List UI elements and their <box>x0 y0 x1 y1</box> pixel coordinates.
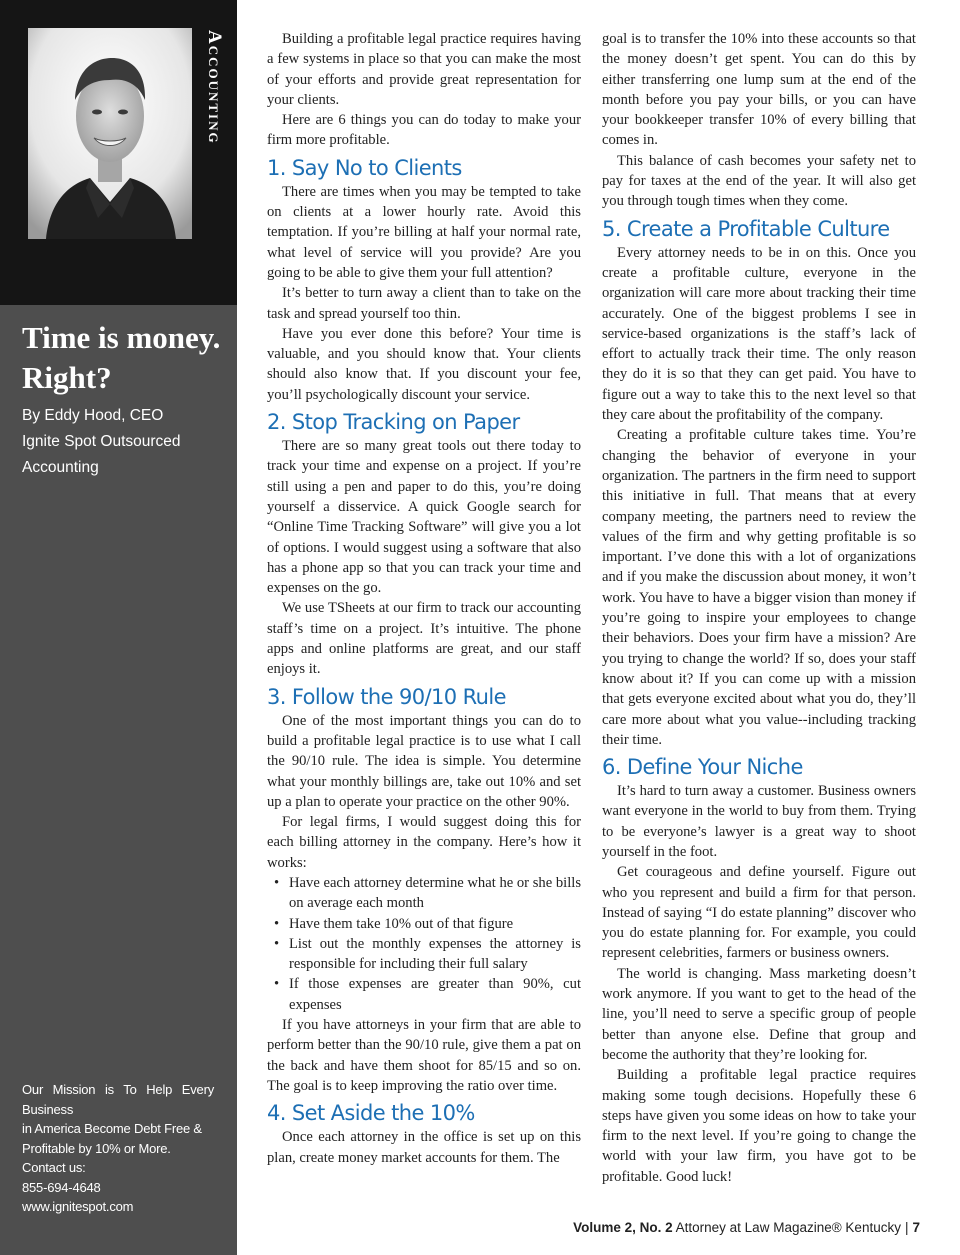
footer-magazine: Attorney at Law Magazine® Kentucky <box>675 1220 901 1235</box>
section-1-paragraph-1: There are times when you may be tempted to take on clients at a lower hourly rate. Avoid this temptation. If you’re billing at half your normal rate, what level of service will you provide? Are you going to be able to give them your full attention? <box>267 183 581 281</box>
section-3-paragraph-3: If you have attorneys in your firm that are able to perform better than the 90/10 rule, give them a pat on the back and have them shoot for 85/15 and so on. The goal is to keep improving the ratio over time. <box>267 1017 581 1094</box>
section-1-paragraph-3: Have you ever done this before? Your time is valuable, and you should know that. Your clients should also know that. If you discount your fee, you’ll psychologically discount your service. <box>267 325 581 403</box>
list-item: • Have each attorney determine what he or she bills on average each month <box>289 873 581 914</box>
contact-phone[interactable]: 855-694-4648 <box>22 1179 101 1195</box>
section-6-paragraph-3: The world is changing. Mass marketing doesn’t work anymore. If you want to get to the head of the line, you’ll need to serve a specific group of people better than anyone else. Define that group and become the authority that they’re looking for. <box>602 965 916 1063</box>
section-3-paragraph-1: One of the most important things you can do to build a profitable legal practice is to use what I call the 90/10 rule. The idea is simple. You determine what your monthly billings are, take out 10% and set up a plan to operate your practice on the other 90%. <box>267 712 581 810</box>
section-6-paragraph-1: It’s hard to turn away a customer. Business owners want everyone in the world to buy from them. Trying to be everyone’s lawyer is a great way to shoot yourself in the foot. <box>602 783 916 860</box>
mission-line-2: in America Become Debt Free & <box>22 1121 202 1136</box>
page-number: 7 <box>912 1220 920 1235</box>
author-photo-panel <box>0 0 237 305</box>
byline <box>22 403 227 481</box>
byline-author: By Eddy Hood, CEO <box>22 407 164 424</box>
byline-company-line-2: Accounting <box>22 459 99 476</box>
mission-statement <box>22 1080 214 1217</box>
section-2-paragraph-2: We use TSheets at our firm to track our accounting staff’s time on a project. It’s intuitive. The phone apps and online platforms are great, and our staff enjoys it. <box>267 600 581 678</box>
section-label-text: Accounting <box>204 30 225 145</box>
list-item: • Have them take 10% out of that figure <box>289 914 581 934</box>
mission-line-3: Profitable by 10% or More. <box>22 1140 171 1156</box>
byline-company-line-1: Ignite Spot Outsourced <box>22 433 181 450</box>
section-heading-3: 3. Follow the 90/10 Rule <box>267 684 506 709</box>
section-6-paragraph-4: Building a profitable legal practice requires making some tough decisions. Hopefully these 6 steps have given you some ideas on how to take your firm to the next level. If you’re going to change the world with your law firm, you have got to be profitable. Good luck! <box>602 1067 916 1185</box>
section-label <box>205 30 227 180</box>
section-heading-4: 4. Set Aside the 10% <box>267 1101 475 1126</box>
intro-paragraph-2: Here are 6 things you can do today to make your firm more profitable. <box>267 112 581 149</box>
section-5-paragraph-1: Every attorney needs to be in on this. Once you create a profitable culture, everyone in the organization will care more about tracking their time accurately. One of the biggest problems I see in service-based organizations is the staff’s lack of effort to actually track their time. The only reason they do it is so that they can get paid. You have to figure out a way to take this to the next level so that they care about the profitability of the company. <box>602 244 916 424</box>
section-4-paragraph-1-continued: goal is to transfer the 10% into these accounts so that the money doesn’t get spent. You can do this by either transferring one lump sum at the end of the month before you pay your bills, or you can have your bookkeeper transfer 10% of every billing that comes in. <box>602 31 916 149</box>
section-2-paragraph-1: There are so many great tools out there today to track your time and expense on a project. If you’re still using a pen and paper to do this, you’re doing yourself a disservice. A quick Google search for “Online Time Tracking Software” will give you a lot of options. I would suggest using a software that also has a phone app so that you can track your time and expenses on the go. <box>267 438 581 597</box>
footer-separator: | <box>904 1220 909 1235</box>
list-item: • If those expenses are greater than 90%, cut expenses <box>289 974 581 1015</box>
article-column-2 <box>602 29 916 1187</box>
section-4-paragraph-2: This balance of cash becomes your safety net to pay for taxes at the end of the year. It will also get you through tough times when they come. <box>602 152 916 210</box>
mission-line-1: Our Mission is To Help Every Business <box>22 1082 214 1117</box>
section-heading-6: 6. Define Your Niche <box>602 755 803 780</box>
section-6-paragraph-2: Get courageous and define yourself. Figure out who you represent and build a firm for that person. Instead of saying “I do estate planning” discover who you do estate planning for. For example, you could represent celebrities, farmers or business owners. <box>602 864 916 962</box>
section-4-paragraph-1: Once each attorney in the office is set up on this plan, create money market accounts for them. The <box>267 1129 581 1166</box>
contact-website[interactable]: www.ignitespot.com <box>22 1199 134 1214</box>
article-headline <box>22 318 227 398</box>
section-3-bullet-list <box>267 873 581 1015</box>
article-column-1 <box>267 29 581 1168</box>
headline-line-2: Right? <box>22 360 112 395</box>
footer-volume: Volume 2, No. 2 <box>573 1220 673 1235</box>
author-photo <box>28 28 192 239</box>
page-footer <box>573 1220 920 1235</box>
section-heading-2: 2. Stop Tracking on Paper <box>267 410 520 435</box>
headline-line-1: Time is money. <box>22 320 221 355</box>
author-portrait-image <box>28 28 192 239</box>
section-3-paragraph-2: For legal firms, I would suggest doing this for each billing attorney in the company. Here’s how it works: <box>267 814 581 871</box>
section-5-paragraph-2: Creating a profitable culture takes time. You’re changing the behavior of everyone in your organization. The partners in the firm need to support this initiative in full. That means that at every company meeting, the partners need to review the values of the firm and why getting profitable is so important. I’ve done this with a lot of organizations and if you make the discussion about money, it won’t work. You have to have a bigger vision than money if you’re going to inspire your employees to change their behaviors. Does your firm have a mission? Are you trying to change the world? If so, does your staff know about it? If you can come up with a mission that gets everyone excited about what you do, they’ll care more about what you value--including tracking their time. <box>602 427 916 748</box>
section-heading-5: 5. Create a Profitable Culture <box>602 216 890 241</box>
section-1-paragraph-2: It’s better to turn away a client than to take on the task and spread yourself too thin. <box>267 285 581 322</box>
contact-label: Contact us: <box>22 1160 86 1175</box>
intro-paragraph-1: Building a profitable legal practice requires having a few systems in place so that you can make the most of your efforts and provide great representation for your clients. <box>267 31 581 108</box>
list-item: • List out the monthly expenses the attorney is responsible for including their full salary <box>289 934 581 975</box>
sidebar <box>0 0 237 1255</box>
section-heading-1: 1. Say No to Clients <box>267 155 462 180</box>
